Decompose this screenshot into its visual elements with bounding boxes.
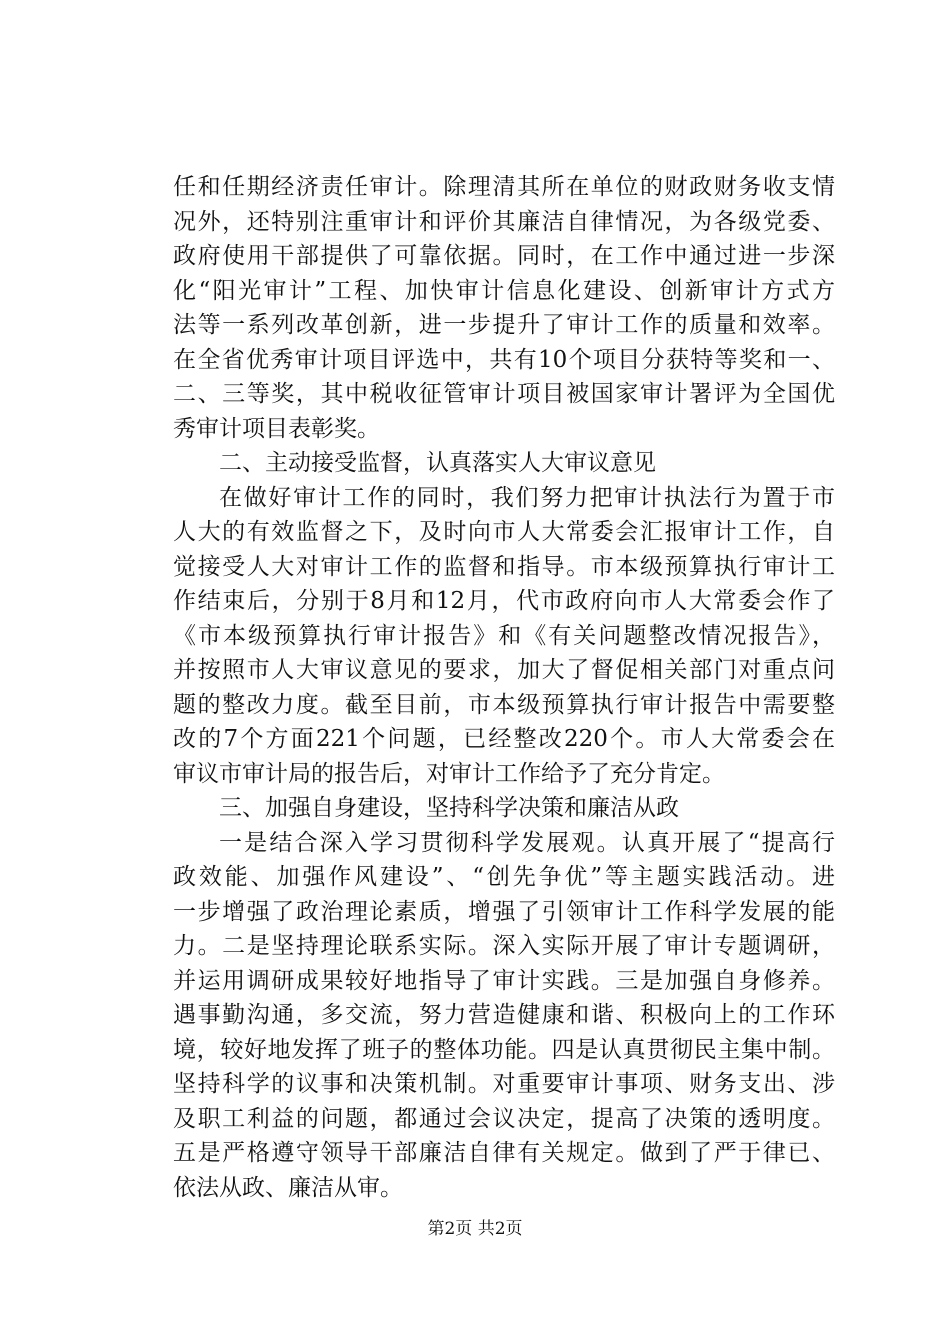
text-line: 在全省优秀审计项目评选中，共有10个项目分获特等奖和一、 xyxy=(173,346,835,373)
section-heading: 二、主动接受监督，认真落实人大审议意见 xyxy=(219,450,656,476)
text-line: 在做好审计工作的同时，我们努力把审计执法行为置于市 xyxy=(219,484,835,511)
text-line: 政效能、加强作风建设”、“创先争优”等主题实践活动。进 xyxy=(173,864,835,890)
text-line: 化“阳光审计”工程、加快审计信息化建设、创新审计方式方 xyxy=(173,277,835,304)
text-line: 人大的有效监督之下，及时向市人大常委会汇报审计工作，自 xyxy=(173,519,835,545)
text-line: 并按照市人大审议意见的要求，加大了督促相关部门对重点问 xyxy=(173,657,835,683)
text-line: 秀审计项目表彰奖。 xyxy=(173,415,380,442)
text-line: 及职工利益的问题，都通过会议决定，提高了决策的透明度。 xyxy=(173,1105,835,1132)
text-line: 题的整改力度。截至目前，市本级预算执行审计报告中需要整 xyxy=(173,691,835,718)
text-line: 觉接受人大对审计工作的监督和指导。市本级预算执行审计工 xyxy=(173,553,835,580)
text-line: 况外，还特别注重审计和评价其廉洁自律情况，为各级党委、 xyxy=(173,208,835,235)
text-line: 政府使用干部提供了可靠依据。同时，在工作中通过进一步深 xyxy=(173,243,835,269)
body-text xyxy=(173,170,835,1205)
text-line: 五是严格遵守领导干部廉洁自律有关规定。做到了严于律已、 xyxy=(173,1140,835,1166)
text-line: 力。二是坚持理论联系实际。深入实际开展了审计专题调研， xyxy=(173,933,835,959)
text-line: 法等一系列改革创新，进一步提升了审计工作的质量和效率。 xyxy=(173,312,835,338)
text-line: 坚持科学的议事和决策机制。对重要审计事项、财务支出、涉 xyxy=(173,1071,835,1097)
text-line: 《市本级预算执行审计报告》和《有关问题整改情况报告》， xyxy=(173,622,835,649)
page-number: 第2页 共2页 xyxy=(427,1219,523,1239)
text-line: 遇事勤沟通，多交流，努力营造健康和谐、积极向上的工作环 xyxy=(173,1002,835,1028)
text-line: 改的7个方面221个问题，已经整改220个。市人大常委会在 xyxy=(173,726,835,752)
text-line: 二、三等奖，其中税收征管审计项目被国家审计署评为全国优 xyxy=(173,381,835,407)
text-line: 一是结合深入学习贯彻科学发展观。认真开展了“提高行 xyxy=(219,829,835,856)
text-line: 并运用调研成果较好地指导了审计实践。三是加强自身修养。 xyxy=(173,967,835,994)
text-line: 审议市审计局的报告后，对审计工作给予了充分肯定。 xyxy=(173,760,725,787)
text-line: 一步增强了政治理论素质，增强了引领审计工作科学发展的能 xyxy=(173,898,835,925)
section-heading: 三、加强自身建设，坚持科学决策和廉洁从政 xyxy=(219,795,679,821)
text-line: 依法从政、廉洁从审。 xyxy=(173,1174,403,1201)
text-line: 境，较好地发挥了班子的整体功能。四是认真贯彻民主集中制。 xyxy=(173,1036,835,1063)
text-line: 作结束后，分别于8月和12月，代市政府向市人大常委会作了 xyxy=(173,588,835,614)
text-line: 任和任期经济责任审计。除理清其所在单位的财政财务收支情 xyxy=(173,174,835,200)
